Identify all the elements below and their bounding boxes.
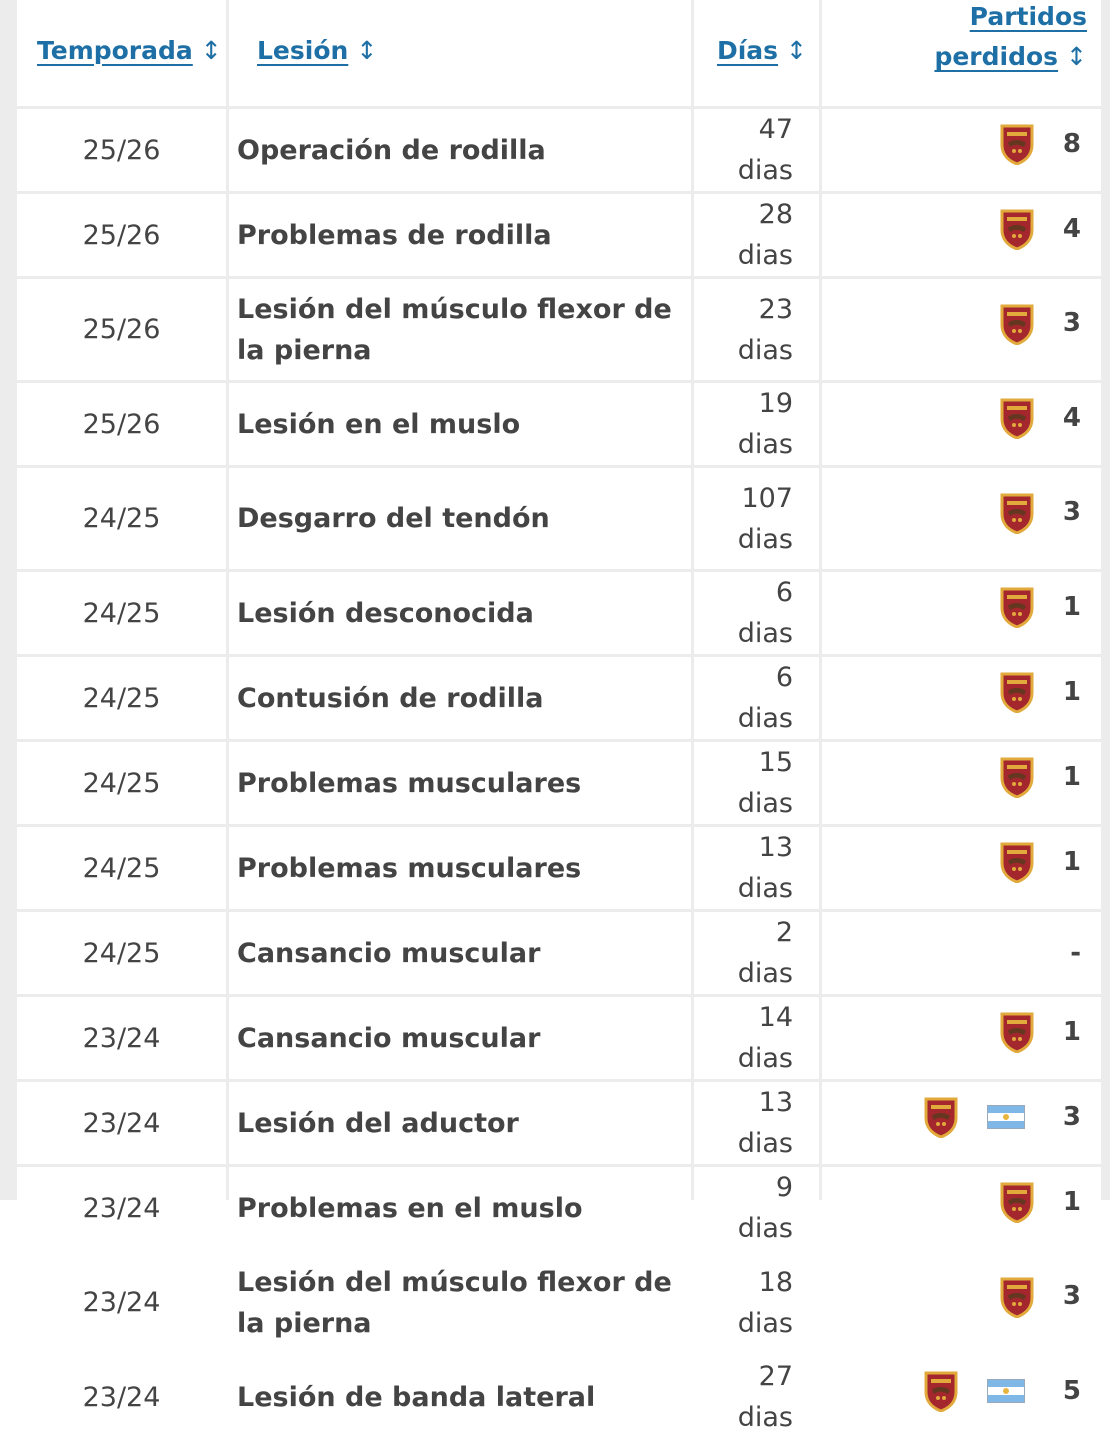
games-missed-cell <box>822 1082 1101 1164</box>
games-missed-group <box>999 492 1081 534</box>
games-missed-group <box>923 1096 1081 1138</box>
games-missed-count: 3 <box>1062 308 1081 338</box>
days-column-header[interactable] <box>694 0 819 106</box>
roma-crest-icon[interactable] <box>999 397 1035 439</box>
season-cell: 24/25 <box>17 742 226 824</box>
season-cell: 25/26 <box>17 279 226 380</box>
injury-cell: Cansancio muscular <box>229 912 691 994</box>
games-missed-group <box>923 1370 1081 1412</box>
table-row <box>17 194 1101 276</box>
games-missed-group <box>999 397 1081 439</box>
season-cell: 25/26 <box>17 383 226 465</box>
games-missed-group <box>1063 933 1081 974</box>
roma-crest-icon[interactable] <box>999 303 1035 345</box>
injury-cell: Problemas en el muslo <box>229 1167 691 1249</box>
days-cell: 13 dias <box>694 827 819 909</box>
games-missed-count: - <box>1070 938 1081 968</box>
table-row <box>17 1252 1101 1353</box>
days-cell: 18 dias <box>694 1252 819 1353</box>
table-row <box>17 1356 1101 1438</box>
injury-cell: Cansancio muscular <box>229 997 691 1079</box>
injury-table-body <box>17 109 1101 1438</box>
season-cell: 24/25 <box>17 572 226 654</box>
days-cell: 28 dias <box>694 194 819 276</box>
games-missed-sort-link-line2[interactable]: perdidos <box>934 42 1059 71</box>
games-missed-group <box>999 1276 1081 1318</box>
roma-crest-icon[interactable] <box>999 756 1035 798</box>
games-missed-group <box>999 1011 1081 1053</box>
injury-cell: Lesión del músculo flexor de la pierna <box>229 279 691 380</box>
table-row <box>17 109 1101 191</box>
injury-cell: Problemas musculares <box>229 742 691 824</box>
roma-crest-icon[interactable] <box>923 1096 959 1138</box>
sort-icon[interactable]: ↕ <box>786 35 807 65</box>
games-missed-cell <box>822 383 1101 465</box>
roma-crest-icon[interactable] <box>999 208 1035 250</box>
days-cell: 9 dias <box>694 1167 819 1249</box>
days-cell: 27 dias <box>694 1356 819 1438</box>
roma-crest-icon[interactable] <box>999 671 1035 713</box>
roma-crest-icon[interactable] <box>999 1181 1035 1223</box>
season-cell: 24/25 <box>17 827 226 909</box>
games-missed-cell <box>822 279 1101 380</box>
table-row <box>17 1167 1101 1249</box>
games-missed-cell <box>822 194 1101 276</box>
argentina-flag-icon[interactable] <box>987 1105 1025 1129</box>
days-cell: 2 dias <box>694 912 819 994</box>
roma-crest-icon[interactable] <box>999 492 1035 534</box>
season-cell: 24/25 <box>17 468 226 569</box>
season-sort-link[interactable]: Temporada <box>37 35 193 65</box>
days-cell: 47 dias <box>694 109 819 191</box>
roma-crest-icon[interactable] <box>999 1276 1035 1318</box>
injury-cell: Contusión de rodilla <box>229 657 691 739</box>
roma-crest-icon[interactable] <box>999 1011 1035 1053</box>
injury-cell: Lesión en el muslo <box>229 383 691 465</box>
games-missed-group <box>999 303 1081 345</box>
injury-cell: Desgarro del tendón <box>229 468 691 569</box>
roma-crest-icon[interactable] <box>999 123 1035 165</box>
table-row <box>17 997 1101 1079</box>
table-row <box>17 572 1101 654</box>
season-cell: 23/24 <box>17 1082 226 1164</box>
season-column-header[interactable] <box>17 0 226 106</box>
sort-icon[interactable]: ↕ <box>200 35 222 65</box>
games-missed-cell <box>822 1167 1101 1249</box>
days-cell: 23 dias <box>694 279 819 380</box>
games-missed-cell <box>822 997 1101 1079</box>
injury-cell: Operación de rodilla <box>229 109 691 191</box>
table-row <box>17 912 1101 994</box>
games-missed-count: 4 <box>1062 213 1081 244</box>
days-sort-link[interactable]: Días <box>716 35 779 65</box>
argentina-flag-icon[interactable] <box>987 1379 1025 1403</box>
days-cell: 15 dias <box>694 742 819 824</box>
season-cell: 23/24 <box>17 997 226 1079</box>
injury-cell: Lesión del aductor <box>229 1082 691 1164</box>
games-missed-cell <box>822 657 1101 739</box>
injury-table <box>14 0 1104 1441</box>
injury-cell: Problemas de rodilla <box>229 194 691 276</box>
table-row <box>17 827 1101 909</box>
games-missed-cell <box>822 827 1101 909</box>
roma-crest-icon[interactable] <box>999 841 1035 883</box>
injury-cell: Lesión desconocida <box>229 572 691 654</box>
table-row <box>17 657 1101 739</box>
games-missed-cell <box>822 1356 1101 1438</box>
sort-icon[interactable]: ↕ <box>356 35 378 65</box>
games-missed-count: 8 <box>1062 128 1081 159</box>
injury-cell: Lesión del músculo flexor de la pierna <box>229 1252 691 1353</box>
games-missed-cell <box>822 912 1101 994</box>
roma-crest-icon[interactable] <box>999 586 1035 628</box>
games-missed-cell <box>822 742 1101 824</box>
table-header-row <box>17 0 1101 106</box>
days-cell: 13 dias <box>694 1082 819 1164</box>
table-row <box>17 468 1101 569</box>
games-missed-cell <box>822 572 1101 654</box>
season-cell: 25/26 <box>17 194 226 276</box>
season-cell: 23/24 <box>17 1252 226 1353</box>
games-missed-count: 4 <box>1062 402 1081 433</box>
injury-column-header[interactable] <box>229 0 691 106</box>
table-row <box>17 1082 1101 1164</box>
games-missed-group <box>999 756 1081 798</box>
season-cell: 23/24 <box>17 1356 226 1438</box>
games-missed-cell <box>822 109 1101 191</box>
games-missed-group <box>999 841 1081 883</box>
season-cell: 23/24 <box>17 1167 226 1249</box>
games-missed-cell <box>822 1252 1101 1353</box>
games-missed-count: 3 <box>1062 1281 1081 1311</box>
games-missed-count: 1 <box>1062 676 1081 707</box>
games-missed-count: 1 <box>1062 761 1081 792</box>
games-missed-group <box>999 208 1081 250</box>
games-missed-count: 1 <box>1062 591 1081 622</box>
days-cell: 14 dias <box>694 997 819 1079</box>
games-missed-group <box>999 123 1081 165</box>
games-missed-count: 5 <box>1062 1375 1081 1406</box>
games-missed-cell <box>822 468 1101 569</box>
games-missed-sort-link-line1[interactable]: Partidos <box>969 2 1087 31</box>
table-row <box>17 279 1101 380</box>
games-missed-group <box>999 586 1081 628</box>
games-missed-group <box>999 671 1081 713</box>
games-missed-count: 1 <box>1062 846 1081 877</box>
days-cell: 6 dias <box>694 572 819 654</box>
days-cell: 19 dias <box>694 383 819 465</box>
table-row <box>17 383 1101 465</box>
sort-icon[interactable]: ↕ <box>1066 42 1087 71</box>
games-missed-column-header[interactable] <box>822 0 1101 106</box>
injury-cell: Lesión de banda lateral <box>229 1356 691 1438</box>
games-missed-count: 3 <box>1062 1101 1081 1132</box>
injury-cell: Problemas musculares <box>229 827 691 909</box>
roma-crest-icon[interactable] <box>923 1370 959 1412</box>
table-row <box>17 742 1101 824</box>
days-cell: 6 dias <box>694 657 819 739</box>
games-missed-group <box>999 1181 1081 1223</box>
games-missed-count: 1 <box>1062 1016 1081 1047</box>
season-cell: 24/25 <box>17 657 226 739</box>
games-missed-count: 1 <box>1062 1186 1081 1217</box>
injury-sort-link[interactable]: Lesión <box>257 35 349 65</box>
days-cell: 107 dias <box>694 468 819 569</box>
season-cell: 25/26 <box>17 109 226 191</box>
season-cell: 24/25 <box>17 912 226 994</box>
games-missed-count: 3 <box>1062 497 1081 527</box>
